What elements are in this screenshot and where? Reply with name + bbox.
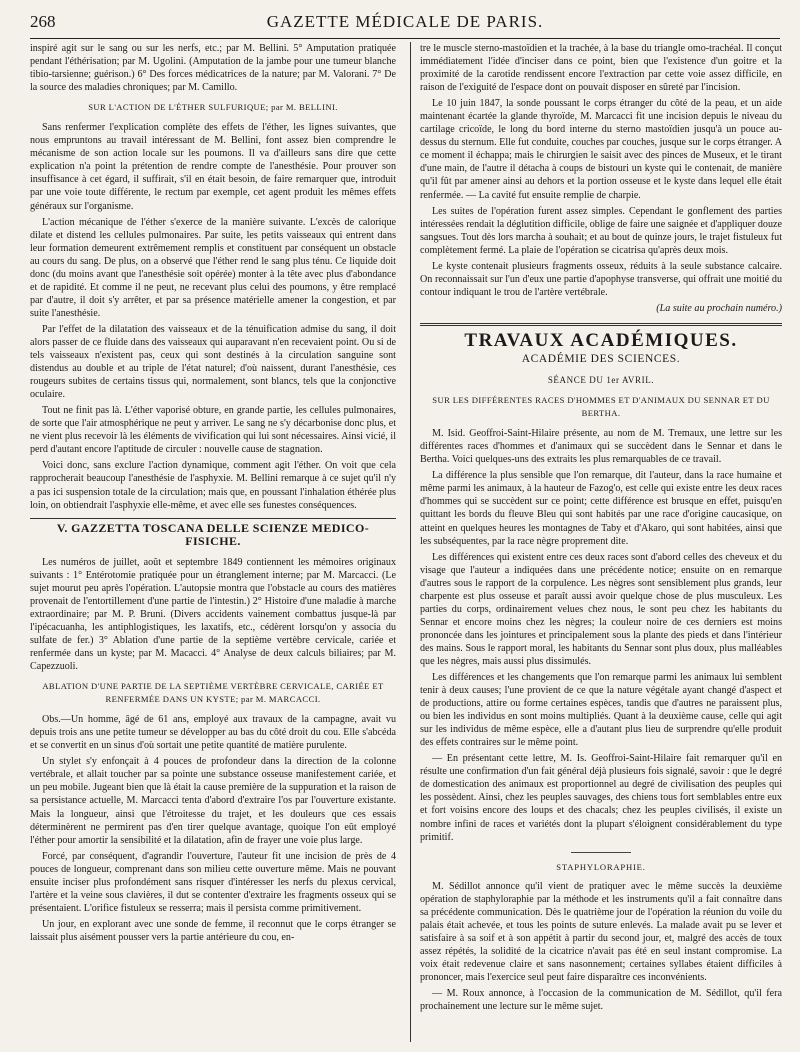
paragraph: Un jour, en explorant avec une sonde de femme, il reconnut que le corps étranger se laissait plus aisément pousser vers la partie antérieure du cou, en- — [30, 918, 396, 943]
academy-heading: ACADÉMIE DES SCIENCES. — [521, 352, 681, 365]
paragraph: M. Sédillot annonce qu'il vient de pratiquer avec le même succès la deuxième opération de staphyloraphie par la méthode et les instruments qu'il a fait connaître dans sa précédente communication. Dès le quatrième jour de l'opération la réunion du voile du palais était achevée, et tous les points de suture enlevés. La malade avait pu se lever et satisfaire à sa soif et à son appétit à partir du second jour, et, malgré des accès de toux assez répétés, la solidité de la cicatrice n'avait pas été en seul instant compromise. La voix était redevenue claire et sans nasonnement; certaines syllabes étaient difficiles à prononcer, mais l'exercice seul peut faire disparaître ces inconvénients. — [420, 880, 782, 983]
paragraph: M. Isid. Geoffroi-Saint-Hilaire présente, au nom de M. Tremaux, une lettre sur les différentes races d'hommes et d'animaux qui se succèdent dans le Sennar et dans le Bertha. Voici quelques-uns des extraits les plus remarquables de ce travail. — [420, 428, 782, 466]
paragraph: tre le muscle sterno-mastoïdien et la trachée, à la base du triangle omo-trachéal. Il conçut immédiatement l'idée d'inciser dans ce point, bien que l'existence d'un goitre et la proximité de la carotide rendissent encore l'extraction par cette voie assez difficile, en raison de l'exiguité de l'espace dont on pouvait disposer en sûreté par l'incision. — [420, 43, 782, 94]
paragraph: Les différences qui existent entre ces deux races sont d'abord celles des cheveux et du visage que l'auteur a indiquées dans une précédente notice; ensuite on en remarque d'autres sous le rapport de la corpulence. Les nègres sont sensiblement plus grands, leur charpente est plus osseuse et paraît aussi avoir quelque chose de plus musculeux. Les parties du corps, ordinairement velues chez nous, le sont peu chez les habitants du Sennar et encore moins chez les nègres; la couleur noire de ces derniers est moins prononcée dans les jointures et principalement sous la plante des pieds et dans l'intérieur des mains. Sous le rapport moral, les habitants du Sennar sont plus doux, plus malléables que les nègres, mais aussi plus dissimulés. — [420, 551, 782, 667]
page-number: 268 — [30, 12, 56, 31]
right-column — [420, 42, 782, 1046]
subhead-staphyloraphie: STAPHYLORAPHIE. — [556, 861, 646, 872]
section-divider — [420, 323, 782, 326]
intro-paragraph: inspiré agit sur le sang ou sur les nerfs, etc.; par M. Bellini. 5° Amputation pratiquée pendant l'éthérisation; par M. Ugolini. (Amputation de la jambe pour une tumeur blanche tibio-tarsienne; guérison.) 6° Des forces médicatrices de la nature; par M. Valorani. 7° De la source des maladies chroniques; par M. Camillo. — [30, 43, 396, 94]
short-divider — [571, 852, 631, 853]
paragraph: L'action mécanique de l'éther s'exerce de la manière suivante. L'excès de calorique dilate et distend les cellules pulmonaires. Par suite, les petits vaisseaux qui entrent dans leur formation demeurent extrêmement remplis et constituent par conséquent un obstacle au cours du sang. De plus, on a observé que l'éther rend le sang plus ténu. Ce liquide doit donc (du moins avant que l'anesthésie soit opérée) monter à la tête avec plus d'abondance et de rapidité. Et comme il ne peut, ne recevant plus celui des poumons, y être remplacé par d'autre, il doit s'y arrêter, et par sa présence matérielle amener la congestion, et par suite l'anesthésie. — [30, 216, 396, 319]
session-heading: SÉANCE DU 1er AVRIL. — [547, 375, 655, 386]
section-heading-gazzetta: V. GAZZETTA TOSCANA DELLE SCIENZE MEDICO-FISICHE. — [56, 520, 370, 548]
paragraph: Le kyste contenait plusieurs fragments osseux, réduits à la seule substance calcaire. On reconnaissait sur l'un d'eux une partie d'apophyse transverse, qui offrait une moitié du contour indiquant le trou de l'artère vertébrale. — [420, 260, 782, 298]
column-divider — [410, 42, 411, 1042]
page-title: GAZETTE MÉDICALE DE PARIS. — [266, 12, 544, 31]
paragraph: — En présentant cette lettre, M. Is. Geoffroi-Saint-Hilaire fait remarquer qu'il en résulte une confirmation d'un fait général déjà plusieurs fois signalé, savoir : que le degré de domestication des animaux est proportionnel au degré de civilisation des peuples qui les possèdent. Ainsi, chez les peuples sauvages, des chiens tous fort semblables entre eux et fort voisins encore des loups et des chacals; chez les peuples civilisés, il existe un nombre infini de races et variétés dont la plupart s'éloignent considérablement du type primitif. — [420, 753, 782, 843]
paragraph: — M. Roux annonce, à l'occasion de la communication de M. Sédillot, qu'il fera prochainement une lecture sur le même sujet. — [420, 988, 782, 1013]
paragraph: Par l'effet de la dilatation des vaisseaux et de la ténuification admise du sang, il doit alors passer de ce fluide dans des vaisseaux qui auparavant n'en recevaient point. Ou si de tels vaisseaux n'existent pas, ceux qui sont destinés à la circulation sanguine sont distendus au double et au triple de l'état naturel; d'où naissent, durant l'anesthésie, ces rougeurs subites de certains tissus qui, normalement, sont blancs, tels que la conjonctive oculaire. — [30, 323, 396, 401]
continued-note: (La suite au prochain numéro.) — [656, 302, 782, 314]
section-divider — [30, 518, 396, 519]
paragraph: Sans renfermer l'explication complète des effets de l'éther, les lignes suivantes, que nous empruntons au travail intéressant de M. Bellini, font assez bien comprendre le mécanisme de son action locale sur les poumons. Il va d'ailleurs sans dire que cette explication n'a point la prétention de rendre compte de l'anesthésie. Pour prouver son insuffisance à cet égard, il suffirait, s'il en était besoin, de faire remarquer que, introduit par une voie toute différente, le rectum par exemple, cet agent produit les mêmes effets généraux sur l'organisme. — [30, 122, 396, 212]
paragraph: Tout ne finit pas là. L'éther vaporisé obture, en grande partie, les cellules pulmonaires, de sorte que l'air atmosphérique ne peut y arriver. Le sang ne s'y décarbonise donc plus, et ne vient plus recevoir là les éléments de vivification qui lui sont nécessaires. Ainsi vicié, il perd d'autant encore l'aptitude de circuler : nouvelle cause de stagnation. — [30, 405, 396, 456]
paragraph: Forcé, par conséquent, d'agrandir l'ouverture, l'auteur fit une incision de près de 4 pouces de longueur, comprenant dans son milieu cette ouverture même. Mais ne pouvant ensuite inciser plus profondément sans risquer d'intéresser les nerfs du plexus cervical, l'artère et la veine sous clavières, il dut se contenter d'extraire les fragments osseux qui se présentaient. L'orifice fistuleux se resserra; mais il persista comme primitivement. — [30, 850, 396, 914]
paragraph: Le 10 juin 1847, la sonde poussant le corps étranger du côté de la peau, et un aide maintenant écartée la glande thyroïde, M. Marcacci fit une incision depuis le niveau du cartilage cricoïde, le long du bord interne du sterno mastoïdien jusqu'à un pouce au-dessus du sternum. Elle fut conduite, couches par couches, jusque sur le corps étranger. A ce moment il échappa; mais le chirurgien le saisit avec des pinces de Museux, et le tirant d'une main, de l'autre il détacha à coups de bistouri un kyste qui le contenait, de manière qu'il fût par amener ainsi au dehors et la portion osseuse et le kyste dans lequel elle était renfermée. — La cavité fut ensuite remplie de charpie. — [420, 98, 782, 201]
paragraph: La différence la plus sensible que l'on remarque, dit l'auteur, dans la race humaine et même parmi les animaux, à la hauteur de Fazog'o, est celle qui existe entre les deux races d'hommes qui se succèdent sur ce point; cette différence est brusque en effet, puisqu'en quittant les bords du fleuve Bleu qui sont habités par une race d'origine caucasique, on atteint en quelques heures les montagnes de Taby et d'Akaro, qui sont habitées, ainsi que les subséquentes, par la race nègre proprement dite. — [420, 470, 782, 547]
subhead-ether: SUR L'ACTION DE L'ÉTHER SULFURIQUE; par M. BELLINI. — [88, 102, 338, 113]
paragraph: Les numéros de juillet, août et septembre 1849 contiennent les mémoires originaux suivants : 1° Entérotomie pratiquée pour un étranglement interne; par M. Marcacci. (Le sujet mourut peu après l'opération. L'autopsie montra que l'obstacle au cours des matières provenait de l'entortillement d'une partie de l'intestin.) 2° Histoire d'une maladie à marche extraordinaire; par M. P. Bruni. (Divers accidents vainement combattus jusque-là par l'ipécacuanha, les antiphlogistiques, les laxatifs, etc., cédèrent lorsqu'on y associa du sulfate de fer.) 3° Ablation d'une partie de la septième vertèbre cervicale, cariée et renfermée dans un kyste; par M. Macacci. 4° Analyse de deux calculs biliaires; par M. Capezzuoli. — [30, 556, 396, 673]
subhead-ablation: ABLATION D'UNE PARTIE DE LA SEPTIÈME VERTÈBRE CERVICALE, CARIÉE ET RENFERMÉE DANS UN KYSTE; par M. MARCACCI. — [42, 681, 384, 705]
section-title-travaux: TRAVAUX ACADÉMIQUES. — [464, 329, 738, 351]
page-header — [30, 10, 780, 39]
paragraph: Un stylet s'y enfonçait à 4 pouces de profondeur dans la direction de la colonne vertébrale, et allait toucher par sa pointe une substance osseuse manifestement cariée, et un peu mobile. Jugeant bien que là était la cause première de la suppuration et la raison de sa persistance actuelle, M. Marcacci tenta d'abord d'extraire l'os par l'ouverture existante. Mais la longueur, ainsi que l'étroitesse du trajet, et les douleurs que ces essais déterminèrent ne permirent pas d'en tirer quelque avantage, quoique l'on eût employé l'éther pour amortir la sensibilité et la dilatation, afin de frayer une voie plus large. — [30, 756, 396, 846]
paragraph: Les suites de l'opération furent assez simples. Cependant le gonflement des parties intéressées rendait la déglutition difficile, oblige de faire une saignée et d'appliquer douze sangsues. Tout dès lors marcha à souhait; et au bout de quinze jours, le trajet fistuleux fut complètement fermé. La plaie de l'opération se cicatrisa qu'après deux mois. — [420, 205, 782, 256]
left-column — [30, 42, 396, 1046]
paragraph: Obs.—Un homme, âgé de 61 ans, employé aux travaux de la campagne, avait vu depuis trois ans une petite tumeur se développer au bas du côté droit du cou. Elle s'abcéda et se convertit en un sinus d'où sortait une petite quantité de matière purulente. — [30, 714, 396, 752]
paragraph: Voici donc, sans exclure l'action dynamique, comment agit l'éther. On voit que cela rapprocherait beaucoup l'anesthésie de l'asphyxie. M. Bellini remarque à ce sujet qu'il n'y a pas ici suspension totale de la circulation; mais que, en poussant l'inhalation éthérée plus loin, on obtiendrait l'asphyxie elle-même, et avec elle ses funestes conséquences. — [30, 460, 396, 511]
paragraph: Les différences et les changements que l'on remarque parmi les animaux lui semblent tenir à deux causes; l'une provient de ce que la nature végétale ayant changé d'aspect et de productions, attire ou forme certaines espèces, tandis que d'autres ne paraissent plus, ou bien les individus en sont moins multipliés. Quant à la deuxième cause, celle qui agit sur les individus de même espèce, elle a d'autant plus lieu de surprendre qu'elle produit des effets contraires sur le même point. — [420, 672, 782, 749]
subhead-races: SUR LES DIFFÉRENTES RACES D'HOMMES ET D'ANIMAUX DU SENNAR ET DU BERTHA. — [432, 395, 770, 419]
